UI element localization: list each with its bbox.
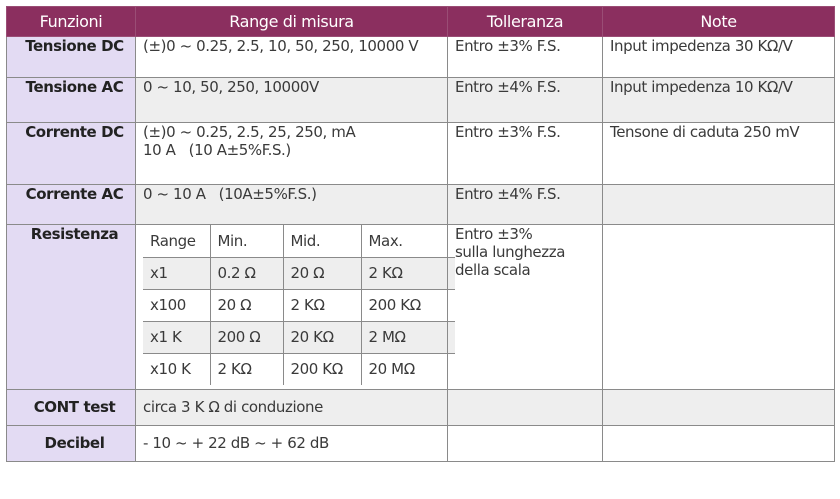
header-row [7,7,835,37]
row-decibel [7,426,835,462]
resistenza-cell: x10 K [143,353,210,385]
tolleranza-corrente-dc: Entro ±3% F.S. [448,123,603,185]
label-corrente-ac: Corrente AC [7,185,136,225]
row-cont-test [7,390,835,426]
tolleranza-corrente-ac: Entro ±4% F.S. [448,185,603,225]
resistenza-row [143,321,455,353]
resistenza-cell: 20 Ω [283,257,361,289]
note-corrente-ac [603,185,835,225]
row-tensione-ac [7,78,835,123]
resistenza-cell: 2 KΩ [361,257,455,289]
note-corrente-dc: Tensone di caduta 250 mV [603,123,835,185]
resistenza-cell: 2 KΩ [283,289,361,321]
note-tensione-ac: Input impedenza 10 KΩ/V [603,78,835,123]
resistenza-cell: x1 K [143,321,210,353]
resistenza-cell: 20 Ω [210,289,283,321]
header-funzioni: Funzioni [7,7,136,37]
range-tensione-ac: 0 ~ 10, 50, 250, 10000V [136,78,448,123]
resistenza-subtable [143,225,455,385]
row-tensione-dc [7,37,835,78]
note-resistenza [603,225,835,390]
resistenza-header-range: Range [143,225,210,257]
tolleranza-resistenza-line2: sulla lunghezza [455,243,565,261]
label-cont-test: CONT test [7,390,136,426]
resistenza-row [143,289,455,321]
resistenza-cell: x1 [143,257,210,289]
note-cont-test [603,390,835,426]
note-decibel [603,426,835,462]
range-tensione-dc: (±)0 ~ 0.25, 2.5, 10, 50, 250, 10000 V [136,37,448,78]
header-range: Range di misura [136,7,448,37]
label-corrente-dc: Corrente DC [7,123,136,185]
row-corrente-dc [7,123,835,185]
resistenza-cell: x100 [143,289,210,321]
range-cont-test: circa 3 K Ω di conduzione [136,390,448,426]
label-tensione-ac: Tensione AC [7,78,136,123]
spec-table [6,6,835,462]
note-tensione-dc: Input impedenza 30 KΩ/V [603,37,835,78]
resistenza-row [143,257,455,289]
range-corrente-dc [136,123,448,185]
tolleranza-resistenza [448,225,603,390]
tolleranza-resistenza-line1: Entro ±3% [455,225,533,243]
resistenza-cell: 200 Ω [210,321,283,353]
tolleranza-resistenza-line3: della scala [455,261,531,279]
tolleranza-cont-test [448,390,603,426]
resistenza-cell: 0.2 Ω [210,257,283,289]
header-note: Note [603,7,835,37]
range-decibel: - 10 ~ + 22 dB ~ + 62 dB [136,426,448,462]
range-corrente-ac: 0 ~ 10 A (10A±5%F.S.) [136,185,448,225]
label-tensione-dc: Tensione DC [7,37,136,78]
resistenza-cell: 2 KΩ [210,353,283,385]
header-tolleranza: Tolleranza [448,7,603,37]
resistenza-row [143,353,455,385]
resistenza-header-mid: Mid. [283,225,361,257]
range-corrente-dc-line2: 10 A (10 A±5%F.S.) [143,141,291,159]
row-corrente-ac [7,185,835,225]
resistenza-cell: 200 KΩ [361,289,455,321]
label-resistenza: Resistenza [7,225,136,390]
row-resistenza [7,225,835,390]
resistenza-header-min: Min. [210,225,283,257]
resistenza-header-row [143,225,455,257]
resistenza-cell: 20 MΩ [361,353,455,385]
tolleranza-tensione-ac: Entro ±4% F.S. [448,78,603,123]
resistenza-cell: 20 KΩ [283,321,361,353]
resistenza-cell: 200 KΩ [283,353,361,385]
tolleranza-tensione-dc: Entro ±3% F.S. [448,37,603,78]
range-corrente-dc-line1: (±)0 ~ 0.25, 2.5, 25, 250, mA [143,123,356,141]
tolleranza-decibel [448,426,603,462]
resistenza-header-max: Max. [361,225,455,257]
resistenza-subtable-cell [136,225,448,390]
label-decibel: Decibel [7,426,136,462]
resistenza-cell: 2 MΩ [361,321,455,353]
